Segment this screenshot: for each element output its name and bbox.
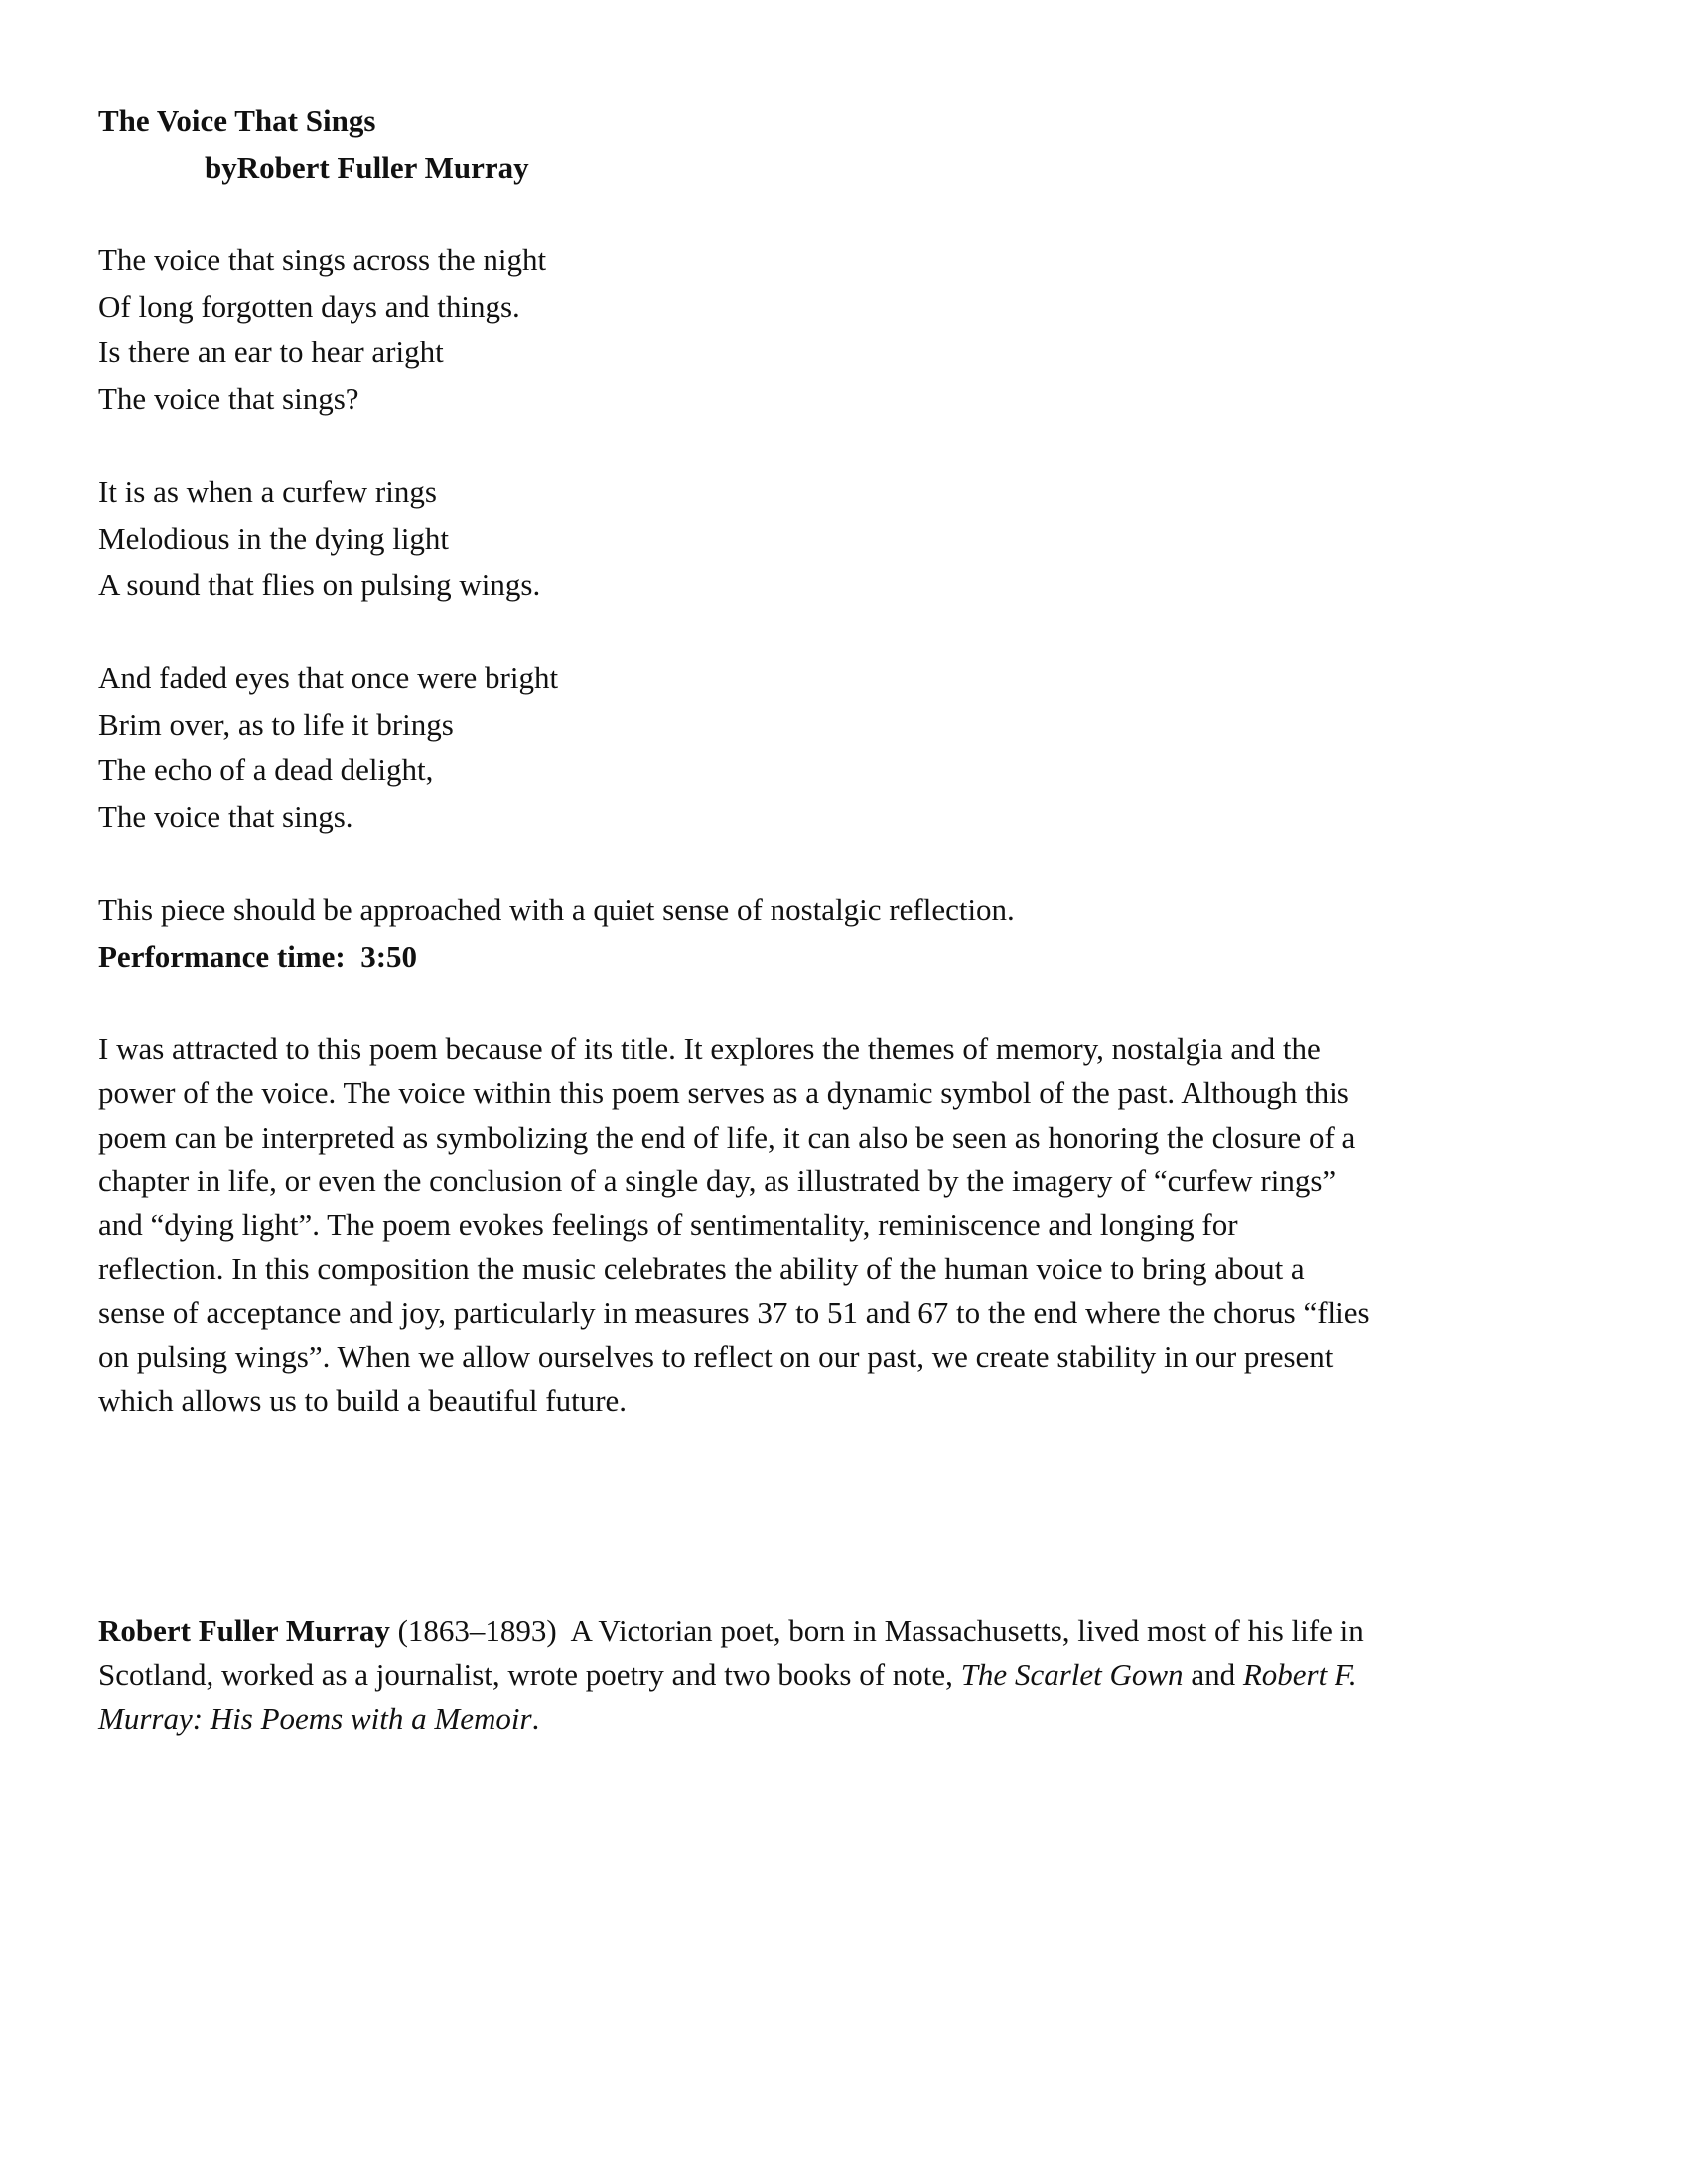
bio-text: . xyxy=(531,1701,540,1736)
poem-author: byRobert Fuller Murray xyxy=(205,149,529,185)
poem-line: Melodious in the dying light xyxy=(98,520,450,556)
bio-line xyxy=(98,1609,1364,1653)
bio-line xyxy=(98,1653,1364,1697)
commentary-line: and “dying light”. The poem evokes feelings of sentimentality, reminiscence and longing for xyxy=(98,1207,1238,1243)
stanza-1 xyxy=(98,237,546,422)
poem-line: Is there an ear to hear aright xyxy=(98,335,444,369)
poem-line: Of long forgotten days and things. xyxy=(98,288,520,324)
commentary-line: chapter in life, or even the conclusion of a single day, as illustrated by the imagery of “curfew rings” xyxy=(98,1162,1336,1198)
commentary-line: on pulsing wings”. When we allow ourselves to reflect on our past, we create stability in our present xyxy=(98,1339,1334,1375)
bio-line xyxy=(98,1698,1364,1741)
commentary-line: which allows us to build a beautiful future. xyxy=(98,1383,628,1419)
performance-time-label: Performance time: xyxy=(98,938,346,974)
poem-line: A sound that flies on pulsing wings. xyxy=(98,567,541,602)
poem-line: The voice that sings? xyxy=(98,380,359,416)
commentary-line: poem can be interpreted as symbolizing the end of life, it can also be seen as honoring the closure of a xyxy=(98,1119,1356,1155)
performance-time xyxy=(98,934,1015,981)
bio-text: and xyxy=(1183,1657,1243,1693)
bio-name: Robert Fuller Murray xyxy=(98,1613,390,1648)
commentary-line: reflection. In this composition the music celebrates the ability of the human voice to bring about a xyxy=(98,1251,1305,1287)
stanza-2 xyxy=(98,470,540,609)
book-title: The Scarlet Gown xyxy=(960,1657,1184,1693)
bio-text: Scotland, worked as a journalist, wrote poetry and two books of note, xyxy=(98,1657,961,1693)
performance-note-text: This piece should be approached with a quiet sense of nostalgic reflection. xyxy=(98,892,1015,927)
book-title: Murray: His Poems with a Memoir xyxy=(98,1701,532,1736)
bio-dates: (1863–1893) A Victorian poet, born in Massachusetts, lived most of his life in xyxy=(389,1613,1364,1648)
poem-line: The voice that sings. xyxy=(98,798,353,834)
commentary xyxy=(98,1027,1370,1424)
poem-line: The voice that sings across the night xyxy=(98,242,547,277)
poem-line: Brim over, as to life it brings xyxy=(98,706,454,742)
poem-line: It is as when a curfew rings xyxy=(98,475,437,509)
commentary-line: sense of acceptance and joy, particularly in measures 37 to 51 and 67 to the end where the chorus “flies xyxy=(98,1295,1370,1330)
performance-time-value: 3:50 xyxy=(360,938,418,974)
book-title: Robert F. xyxy=(1242,1657,1357,1693)
author-bio xyxy=(98,1609,1364,1741)
poem-line: And faded eyes that once were bright xyxy=(98,660,559,695)
performance-note xyxy=(98,887,1015,980)
stanza-3 xyxy=(98,655,558,840)
commentary-line: power of the voice. The voice within this poem serves as a dynamic symbol of the past. Although this xyxy=(98,1075,1349,1111)
heading xyxy=(98,98,529,191)
poem-title: The Voice That Sings xyxy=(98,103,376,138)
poem-line: The echo of a dead delight, xyxy=(98,752,434,787)
commentary-line: I was attracted to this poem because of its title. It explores the themes of memory, nostalgia and the xyxy=(98,1031,1321,1066)
